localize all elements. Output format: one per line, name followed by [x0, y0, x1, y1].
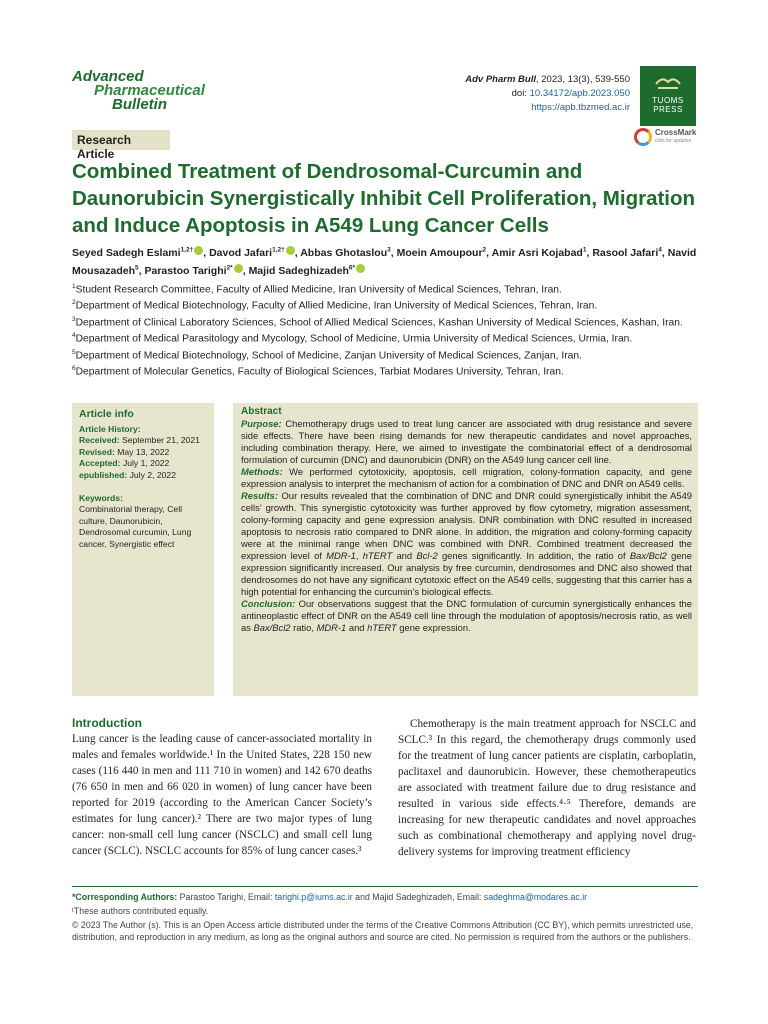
affiliation-text: Department of Molecular Genetics, Faculty of Biological Sciences, Tarbiat Modares University, Tehran, Iran.: [75, 366, 564, 378]
author-separator: ,: [661, 246, 668, 259]
intro-paragraph-1: Lung cancer is the leading cause of cancer-associated mortality in males and females worldwide.¹ In the United States, 228 150 new cases (116 440 in men and 111 710 in women) and 142 670 deaths (76 650 in men and 66 020 in women) of lung cancer have been reported for 2019 (according to the American Cancer Society’s estimates for lung cancer).² There are two major types of lung cancer: non-small cell lung cancer (NSCLC) and small cell lung cancer (SCLC). NSCLC accounts for 85% of lung cancer cases.³: [72, 733, 372, 857]
history-heading: Article History:: [79, 423, 141, 434]
author-name: Davod Jafari: [209, 246, 273, 259]
affiliation: [72, 329, 712, 345]
gene-name: hTERT: [367, 622, 397, 633]
affiliation: [72, 313, 712, 329]
keywords-heading: Keywords:: [79, 492, 123, 503]
corresponding-authors: [72, 891, 698, 903]
gene-name: Bax/Bcl2: [629, 550, 667, 561]
corresponding-text: Parastoo Tarighi, Email:: [177, 892, 275, 902]
article-type-badge: Research Article: [72, 130, 170, 150]
author-affiliation-sup: 1,2†: [180, 246, 194, 253]
orcid-icon[interactable]: [356, 264, 365, 273]
results-text: gene expression significantly increased. Our analysis by free curcumin, dendrosomes and DNC also showed that dendrosomes do not have any significant cytotoxic effect on the A549 cells, suggesting that this carrier has a high potential for enhancing the curcumin’s biological effects.: [241, 550, 692, 597]
email-link[interactable]: tarighi.p@iums.ac.ir: [274, 892, 353, 902]
abstract-conclusion: [241, 598, 692, 634]
affiliation-number: 4: [72, 332, 76, 340]
history-date: September 21, 2021: [122, 435, 200, 446]
author-affiliation-sup: 5: [135, 264, 139, 272]
logo-line-1: Advanced: [72, 68, 144, 85]
orcid-icon[interactable]: [194, 246, 203, 255]
results-text: genes significantly. In addition, the ratio of: [437, 550, 630, 561]
journal-issue: , 2023, 13(3), 539-550: [535, 74, 630, 85]
methods-label: Methods:: [241, 466, 283, 477]
journal-name: Adv Pharm Bull: [465, 74, 536, 85]
author-affiliation-sup: 6*: [348, 264, 356, 272]
logo-line-3: Bulletin: [112, 96, 167, 113]
crossmark-badge[interactable]: [634, 127, 704, 149]
journal-logo: [72, 70, 205, 112]
corresponding-text: and Majid Sadeghizadeh, Email:: [352, 892, 484, 902]
crossmark-icon: [634, 128, 652, 146]
logo-line-2: Pharmaceutical: [94, 82, 205, 99]
article-title: Combined Treatment of Dendrosomal-Curcumin and Daunorubicin Synergistically Inhibit Cell Proliferation, Migration and Induce Apoptosis in A549 Lung Cancer Cells: [72, 160, 696, 237]
corresponding-label: *Corresponding Authors:: [72, 892, 178, 902]
affiliation-text: Department of Medical Biotechnology, School of Medicine, Zanjan University of Medical Sciences, Zanjan, Iran.: [75, 350, 582, 362]
author-affiliation-sup: 2: [482, 246, 487, 253]
doi-label: doi:: [511, 88, 527, 99]
author-separator: ,: [390, 246, 397, 259]
author-name: Rasool Jafari: [592, 246, 659, 259]
author-name: Abbas Ghotaslou: [300, 246, 388, 259]
results-sep: ,: [355, 550, 363, 561]
affiliation-number: 6: [72, 365, 76, 373]
author: [249, 265, 366, 277]
affiliation-text: Department of Medical Biotechnology, Faculty of Allied Medicine, Iran University of Medical Sciences, Tehran, Iran.: [75, 300, 598, 312]
author-affiliation-sup: 3: [387, 246, 391, 253]
book-icon: [654, 72, 682, 90]
author: [300, 247, 396, 259]
results-text: Our results revealed that the combination of DNC and DNR could synergistically inhibit the A549 cells’ growth. This synergistic cytotoxicity was further approved by flow cytometry, migration assessment, colony-forming capacity and gene expression analysis. DNR combination with DNC resulted in increased apoptosis to necrosis ratio compared to DNR alone. In addition, the migration and colony-forming capacity were at the minimal range when DNC was combined with DNR. Combined treatment decreased the expression level of: [241, 490, 693, 561]
author-name: Amir Asri Kojabad: [491, 246, 583, 259]
affiliation-number: 1: [72, 283, 76, 290]
conclusion-label: Conclusion:: [241, 598, 296, 609]
results-sep: and: [392, 550, 417, 561]
affiliation: [72, 296, 712, 312]
orcid-icon[interactable]: [286, 246, 295, 255]
orcid-icon[interactable]: [234, 264, 243, 273]
history-item: [79, 458, 211, 470]
author-name: Majid Sadeghizadeh: [248, 265, 349, 277]
author-separator: ,: [294, 246, 301, 259]
affiliation: [72, 346, 712, 362]
purpose-text: Chemotherapy drugs used to treat lung cancer are associated with drug resistance and severe side effects. There have been rising demands for new therapeutic candidates and novel approaches, including combination therapy. Here, we aimed to investigate the combinatorial effect of a dendrosomal formulation of curcumin (DNC) and daunorubicin (DNR) on the A549 lung cancer cell line.: [241, 418, 693, 465]
footer-divider: [72, 886, 698, 887]
body-column-right: [398, 716, 696, 860]
history-date: July 1, 2022: [122, 458, 170, 469]
doi-link[interactable]: 10.34172/apb.2023.050: [529, 88, 630, 99]
conclusion-text: gene expression.: [396, 622, 471, 633]
email-link[interactable]: sadeghma@modares.ac.ir: [483, 892, 588, 902]
history-item: [79, 435, 211, 447]
license-text: © 2023 The Author (s). This is an Open Access article distributed under the terms of the Creative Commons Attribution (CC BY), which permits unrestricted use, distribution, and reproduction in any medium, as long as the original authors and source are cited. No permission is required from the authors or the publishers.: [72, 920, 694, 942]
publisher-logo-line-2: PRESS: [653, 105, 683, 114]
article-info: [79, 409, 211, 551]
author-affiliation-sup: 4: [658, 246, 662, 253]
author-separator: ,: [242, 265, 249, 277]
history-date: July 2, 2022: [129, 469, 176, 480]
intro-paragraph-2: Chemotherapy is the main treatment approach for NSCLC and SCLC.³ In this regard, the chemotherapy drugs commonly used for the treatment of lung cancer patients are cisplatin, carboplatin, paclitaxel and daunorubicin. However, these chemotherapeutics are associated with treatment failure due to drug resistance and resulted in various side effects.⁴·⁵ Therefore, demands are increasing for new therapeutic candidates and novel approaches such as combinational chemotherapy and applying novel drug-delivery systems for improving treatment efficiency: [398, 718, 696, 858]
journal-url-link[interactable]: https://apb.tbzmed.ac.ir: [531, 102, 630, 113]
affiliation-text: Student Research Committee, Faculty of Allied Medicine, Iran University of Medical Sciences, Tehran, Iran.: [75, 284, 562, 296]
body-column-left: [72, 716, 372, 859]
history-list: [79, 435, 211, 481]
history-item: [79, 447, 211, 459]
article-info-heading: Article info: [79, 408, 134, 420]
gene-name: Bcl-2: [416, 550, 438, 561]
author-separator: ,: [203, 246, 210, 259]
history-label: Received:: [79, 435, 120, 446]
affiliation-text: Department of Clinical Laboratory Sciences, School of Allied Medical Sciences, Kashan University of Medical Sciences, Kashan, Iran.: [75, 317, 683, 329]
methods-text: We performed cytotoxicity, apoptosis, cell migration, colony-formation capacity, and gene expression analysis to interpret the mechanism of action for a combination of DNC and DNR on A549 cells.: [241, 466, 692, 489]
gene-name: MDR-1: [326, 550, 356, 561]
affiliations: [72, 280, 712, 379]
results-label: Results:: [241, 490, 278, 501]
author-separator: ,: [138, 265, 145, 277]
introduction-heading: Introduction: [72, 716, 142, 730]
history-label: Accepted:: [79, 458, 121, 469]
affiliation-number: 2: [72, 299, 76, 307]
author-name: Navid Mousazadeh: [72, 246, 697, 277]
author-name: Moein Amoupour: [396, 246, 483, 259]
affiliation: [72, 280, 712, 296]
author: [144, 265, 248, 277]
publisher-logo: [640, 66, 696, 126]
abstract-heading: Abstract: [241, 406, 282, 417]
gene-name: hTERT: [362, 550, 393, 561]
author-list: [72, 242, 712, 279]
abstract-results: [241, 490, 692, 598]
author: [72, 247, 209, 259]
affiliation-text: Department of Medical Parasitology and Mycology, School of Medicine, Urmia University of Medical Sciences, Urmia, Iran.: [75, 333, 633, 345]
equal-contribution-note: ᵗThese authors contributed equally.: [72, 906, 209, 916]
history-date: May 13, 2022: [117, 446, 170, 457]
conclusion-text: and: [346, 622, 368, 633]
author-name: Seyed Sadegh Eslami: [72, 246, 181, 259]
footer-notes: [72, 891, 698, 945]
affiliation: [72, 362, 712, 378]
abstract: [241, 406, 692, 634]
affiliation-number: 5: [72, 348, 76, 356]
history-label: epublished:: [79, 469, 128, 480]
publisher-logo-line-1: TUOMS: [652, 96, 684, 105]
conclusion-text: Our observations suggest that the DNC formulation of curcumin synergistically enhances the antineoplastic effect of DNR on the A549 cell line through the modulation of apoptosis/necrosis ratio, as well as: [241, 598, 692, 633]
affiliation-number: 3: [72, 315, 76, 323]
author: [492, 247, 593, 259]
abstract-methods: [241, 466, 692, 490]
purpose-label: Purpose:: [241, 418, 282, 429]
author: [592, 247, 667, 259]
author-affiliation-sup: 2*: [226, 264, 233, 272]
conclusion-text: ratio,: [290, 622, 317, 633]
author-separator: ,: [586, 246, 593, 259]
author: [397, 247, 492, 259]
author-separator: ,: [486, 246, 492, 259]
citation-block: [465, 73, 630, 115]
author-affiliation-sup: 1: [582, 246, 587, 253]
keywords-text: Combinatorial therapy, Cell culture, Daunorubicin, Dendrosomal curcumin, Lung cancer, Synergistic effect: [79, 504, 192, 549]
abstract-purpose: [241, 418, 692, 466]
author-affiliation-sup: 1,2†: [272, 246, 285, 253]
gene-name: MDR-1: [316, 622, 347, 633]
gene-name: Bax/Bcl2: [253, 622, 291, 633]
history-item: [79, 470, 211, 482]
history-label: Revised:: [79, 446, 115, 457]
crossmark-label: CrossMark: [655, 128, 697, 137]
author: [209, 247, 300, 259]
crossmark-sub: click for updates: [655, 138, 692, 144]
author-name: Parastoo Tarighi: [144, 265, 227, 277]
